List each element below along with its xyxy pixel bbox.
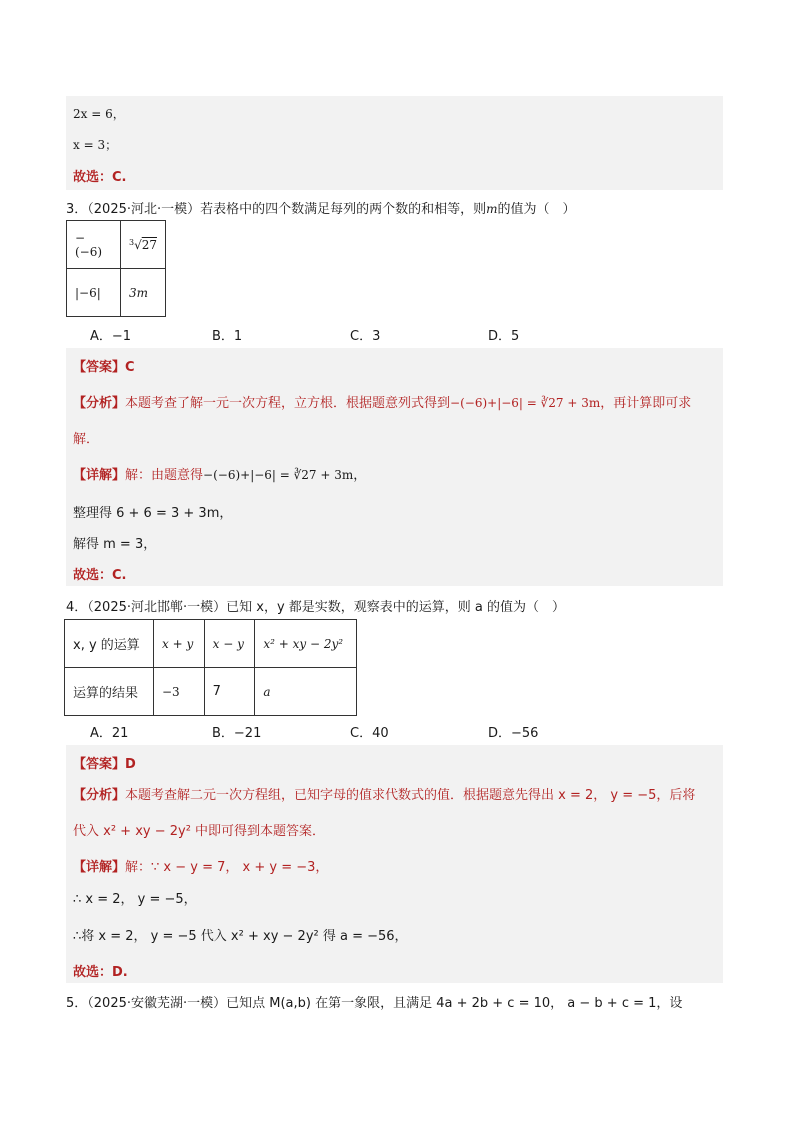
detail-text: 解：由题意得 — [125, 468, 204, 483]
table-cell: x, y 的运算 — [65, 620, 154, 668]
option-c[interactable]: C．3 — [350, 329, 381, 344]
previous-solution-block — [66, 96, 723, 190]
answer-value: D — [125, 757, 136, 772]
detail-text: 解：∵ x − y = 7， x + y = −3， — [125, 860, 329, 875]
question-3-options — [90, 325, 650, 343]
table-cell: 7 — [204, 668, 255, 716]
question-4-stem: 4．（2025·河北邯郸·一模）已知 x，y 都是实数，观察表中的运算，则 a 的值为（ ） — [66, 600, 566, 615]
question-3-stem — [66, 198, 576, 217]
analysis-line-2: 解． — [73, 432, 100, 447]
detail-line — [73, 856, 328, 875]
analysis-label: 【分析】 — [73, 396, 126, 411]
analysis-formula: −(−6)+|−6| = ∛27 + 3m — [450, 396, 601, 410]
option-c[interactable]: C．40 — [350, 726, 389, 741]
detail-line — [73, 464, 366, 483]
detail-formula: −(−6)+|−6| = ∛27 + 3m — [203, 468, 354, 482]
table-cell: x − y — [204, 620, 255, 668]
table-cell: 3m — [120, 269, 165, 317]
analysis-text: 本题考查解二元一次方程组，已知字母的值求代数式的值．根据题意先得出 x = 2， y = −5，后将 — [125, 788, 696, 803]
step-line: 解得 m = 3， — [73, 537, 157, 552]
analysis-text: ，再计算即可求 — [600, 396, 692, 411]
option-a[interactable]: A．−1 — [90, 329, 132, 344]
answer-label: 【答案】 — [73, 757, 126, 772]
option-d[interactable]: D．5 — [488, 329, 520, 344]
answer-value: C — [125, 360, 135, 375]
stem-text: 的值为（ ） — [497, 202, 576, 217]
table-cell: −(−6) — [67, 221, 121, 269]
table-cell: $^3$√27 — [120, 221, 165, 269]
choice-line: 故选：C. — [73, 170, 127, 185]
analysis-label: 【分析】 — [73, 788, 126, 803]
stem-variable: m — [486, 202, 498, 216]
choice-line: 故选：D. — [73, 965, 128, 980]
analysis-text: 本题考查了解一元一次方程，立方根．根据题意列式得到 — [125, 396, 451, 411]
analysis-line-2: 代入 x² + xy − 2y² 中即可得到本题答案． — [73, 824, 326, 839]
question-3-table — [66, 220, 166, 317]
equation-line: 2x = 6， — [73, 107, 125, 121]
question-5-stem: 5．（2025·安徽芜湖·一模）已知点 M(a,b) 在第一象限，且满足 4a + 2b + c = 10， a − b + c = 1，设 — [66, 996, 683, 1011]
option-b[interactable]: B．−21 — [212, 726, 262, 741]
analysis-line — [73, 392, 691, 411]
table-cell: x² + xy − 2y² — [255, 620, 357, 668]
detail-text: ， — [353, 468, 367, 483]
table-cell: |−6| — [67, 269, 121, 317]
option-a[interactable]: A．21 — [90, 726, 129, 741]
option-b[interactable]: B．1 — [212, 329, 243, 344]
step-line: ∴ x = 2， y = −5， — [73, 892, 197, 907]
step-line: 整理得 6 + 6 = 3 + 3m， — [73, 506, 233, 521]
option-d[interactable]: D．−56 — [488, 726, 539, 741]
answer-line — [73, 356, 135, 375]
stem-text: 3．（2025·河北·一模）若表格中的四个数满足每列的两个数的和相等，则 — [66, 202, 487, 217]
step-line: ∴将 x = 2， y = −5 代入 x² + xy − 2y² 得 a = −56， — [73, 929, 408, 944]
question-4-table — [64, 619, 357, 716]
table-cell: −3 — [154, 668, 205, 716]
equation-line: x = 3； — [73, 138, 118, 152]
detail-label: 【详解】 — [73, 860, 126, 875]
detail-label: 【详解】 — [73, 468, 126, 483]
answer-line — [73, 753, 136, 772]
question-4-options — [90, 722, 650, 740]
table-cell: x + y — [154, 620, 205, 668]
answer-label: 【答案】 — [73, 360, 126, 375]
choice-line: 故选：C. — [73, 568, 127, 583]
analysis-line — [73, 784, 695, 803]
table-cell: a — [255, 668, 357, 716]
table-cell: 运算的结果 — [65, 668, 154, 716]
radicand: 27 — [141, 237, 157, 252]
